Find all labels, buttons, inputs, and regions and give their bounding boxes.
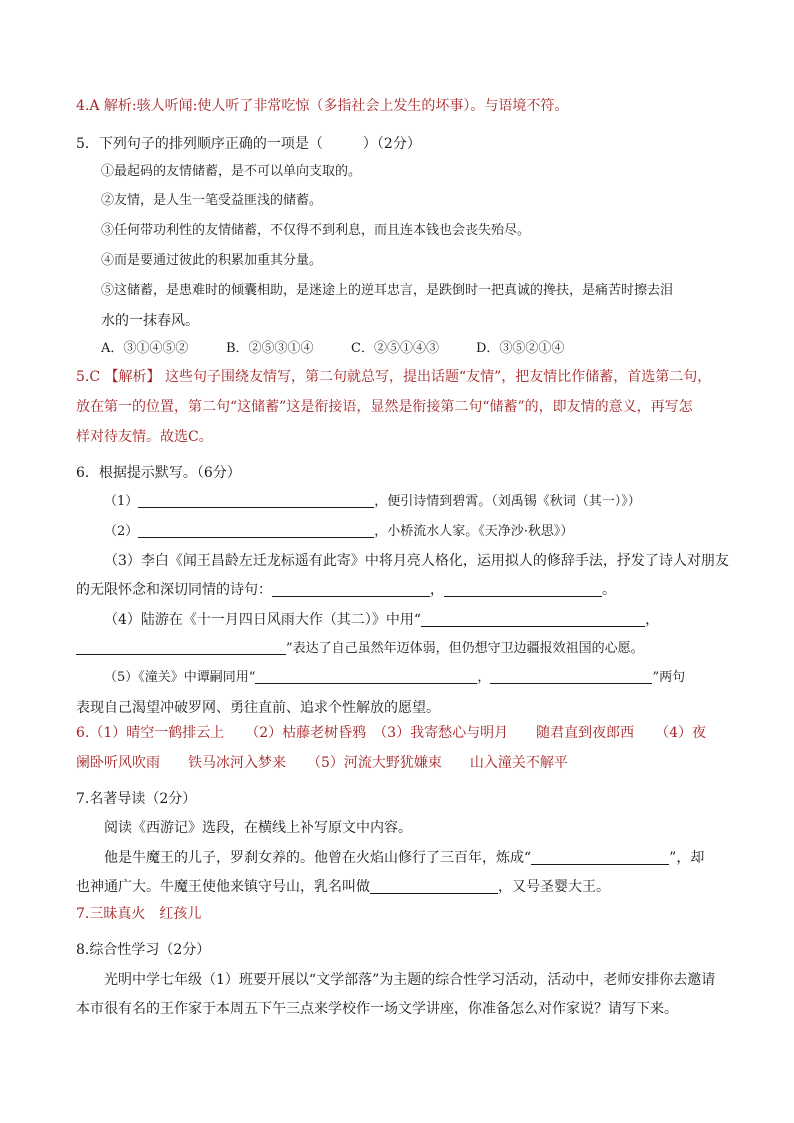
- item-4-comma: ，: [645, 612, 660, 628]
- item-5-blank-2[interactable]: [490, 668, 652, 684]
- q7-blank-2[interactable]: [370, 878, 498, 894]
- item-3-comma: ，: [430, 582, 444, 598]
- question-5-sentence-3: ③任何带功利性的友情储蓄，不仅得不到利息，而且连本钱也会丧失殆尽。: [101, 223, 531, 238]
- item-3-period: 。: [602, 582, 616, 598]
- item-3-blank-1[interactable]: [272, 581, 430, 597]
- item-1-blank[interactable]: [138, 492, 374, 508]
- question-5-score: ）（2分）: [362, 136, 421, 152]
- question-7-line-1: 阅读《西游记》选段，在横线上补写原文中内容。: [104, 820, 412, 836]
- item-1-text: ，便引诗情到碧霄。（刘禹锡《秋词（其一）》）: [374, 494, 641, 509]
- question-8-line-2: 本市很有名的王作家于本周五下午三点来学校作一场文学讲座，你准备怎么对作家说？请写下来。: [76, 1001, 678, 1017]
- question-5-sentence-5-cont: 水的一抹春风。: [101, 313, 199, 329]
- question-6-stem: 6．根据提示默写。（6分）: [76, 465, 241, 481]
- question-5-options: [101, 339, 564, 359]
- answer-6-line-1: 6.（1）晴空一鹤排云上 （2）枯藤老树昏鸦 （3）我寄愁心与明月 随君直到夜郎西 （4）夜: [76, 725, 706, 741]
- item-5-blank-1[interactable]: [255, 668, 477, 684]
- question-7-stem: 7.名著导读（2分）: [76, 791, 197, 807]
- item-3-blank-2[interactable]: [444, 581, 602, 597]
- answer-7: 7.三昧真火 红孩儿: [76, 906, 202, 922]
- question-5-stem: [76, 134, 421, 154]
- option-b: B．②⑤③①④: [226, 341, 314, 356]
- item-4-blank-1[interactable]: [421, 611, 645, 627]
- question-5-sentence-4: ④而是要通过彼此的积累加重其分量。: [101, 253, 323, 268]
- item-3-text: 的无限怀念和深切同情的诗句：: [76, 582, 272, 598]
- q7-text-a: 他是牛魔王的儿子，罗刹女养的。他曾在火焰山修行了三百年，炼成“: [104, 850, 532, 866]
- question-8-line-1: 光明中学七年级（1）班要开展以“文学部落”为主题的综合性学习活动，活动中，老师安排你去邀请: [104, 972, 716, 988]
- item-4-text: （4）陆游在《十一月四日风雨大作（其二）》中用“: [104, 612, 422, 628]
- q7-text-d: ，又号圣婴大王。: [498, 879, 610, 895]
- answer-5-line-2: 放在第一的位置，第二句“这储蓄”这是衔接语，显然是衔接第二句“储蓄”的，即友情的意义，再写怎: [76, 399, 693, 415]
- option-c: C．②⑤①④③: [351, 341, 439, 356]
- option-a: A．③①④⑤②: [101, 341, 189, 356]
- answer-5-line-3: 样对待友情。故选C。: [76, 429, 213, 445]
- question-6-item-5-line-1: [104, 668, 685, 688]
- question-5-stem-text: 5．下列句子的排列顺序正确的一项是（: [76, 136, 323, 152]
- answer-5-line-1: 5.C 【解析】 这些句子围绕友情写，第二句就总写，提出话题“友情”，把友情比作储蓄，首选第二句，: [76, 369, 712, 385]
- question-5-sentence-1: ①最起码的友情储蓄，是不可以单向支取的。: [101, 164, 362, 179]
- question-5-sentence-5: ⑤这储蓄，是患难时的倾囊相助，是迷途上的逆耳忠言，是跌倒时一把真诚的搀扶，是痛苦时擦去泪: [101, 283, 674, 298]
- item-5-text: （5）《潼关》中谭嗣同用“: [104, 670, 256, 685]
- item-1-number: （1）: [104, 494, 139, 509]
- question-6-item-5-line-2: 表现自己渴望冲破罗网、勇往直前、追求个性解放的愿望。: [76, 700, 440, 716]
- q7-blank-1[interactable]: [531, 849, 669, 865]
- question-7-line-3: [76, 877, 610, 897]
- item-4-blank-2[interactable]: [76, 639, 286, 655]
- answer-6-line-2: 阑卧听风吹雨 铁马冰河入梦来 （5）河流大野犹嫌束 山入潼关不解平: [76, 755, 568, 771]
- item-2-text: ，小桥流水人家。《天净沙·秋思》）: [374, 524, 574, 539]
- item-5-end: ”两句: [652, 670, 686, 685]
- item-2-number: （2）: [104, 524, 139, 539]
- item-5-comma: ，: [477, 670, 491, 685]
- item-4-tail: ”表达了自己虽然年迈体弱，但仍想守卫边疆报效祖国的心愿。: [286, 641, 644, 656]
- option-d: D．③⑤②①④: [476, 341, 565, 356]
- question-6-item-3-line-1: （3）李白《闻王昌龄左迁龙标遥有此寄》中将月亮人格化，运用拟人的修辞手法，抒发了诗人对朋友: [104, 553, 729, 569]
- question-6-item-4-line-1: [104, 610, 659, 630]
- answer-4: 4.A 解析:骇人听闻:使人听了非常吃惊（多指社会上发生的坏事）。与语境不符。: [76, 98, 569, 114]
- question-6-item-2: [104, 522, 573, 542]
- question-6-item-4-line-2: [76, 639, 644, 659]
- question-6-item-3-line-2: [76, 580, 616, 600]
- question-8-stem: 8.综合性学习（2分）: [76, 942, 211, 958]
- item-2-blank[interactable]: [138, 522, 374, 538]
- question-7-line-2: [104, 848, 704, 868]
- q7-text-b: ”，却: [669, 850, 705, 866]
- question-6-item-1: [104, 492, 641, 512]
- question-5-sentence-2: ②友情，是人生一笔受益匪浅的储蓄。: [101, 193, 323, 208]
- q7-text-c: 也神通广大。牛魔王使他来镇守号山，乳名叫做: [76, 879, 370, 895]
